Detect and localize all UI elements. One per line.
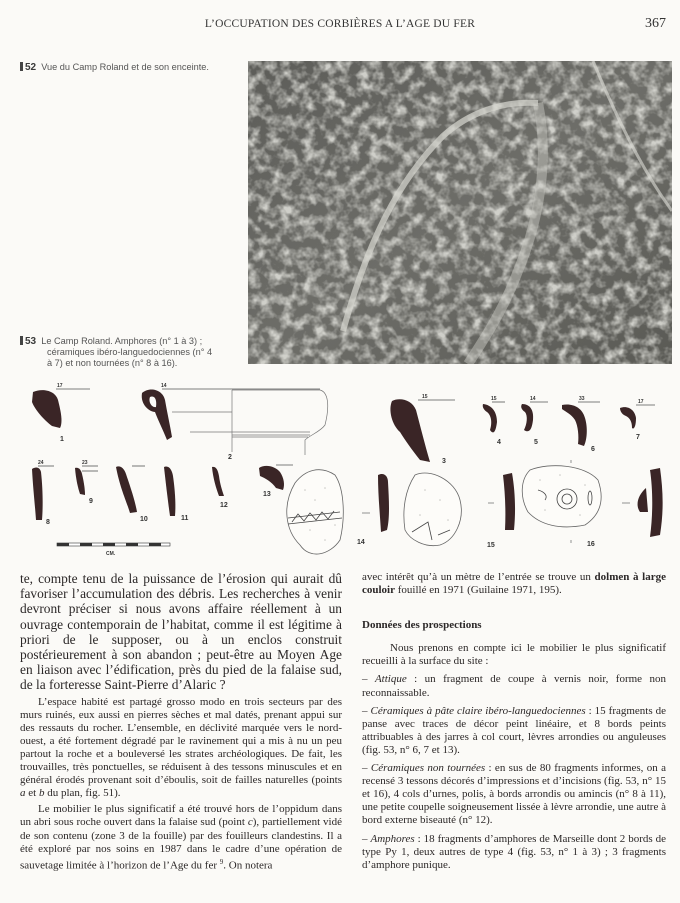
figure-53-caption xyxy=(20,336,245,369)
svg-text:23: 23 xyxy=(82,460,88,466)
paragraph: L’espace habité est partagé grosso modo en trois secteurs par des murs ruinés, eux aussi en pierres sèches et mal datés, prenant appui sur des ressauts du rocher. L’ensemble, en déclivité marquée vers le nord-ouest, a été fortement dégradé par le ravinement qui a mis à nu un peu partout la roche et a bouleversé les strates archéologiques. De fait, les trouvailles, très ponctuelles, se réduisent à des tessons minuscules et en général érodés provenant soit d’éboulis, soit de failles naturelles (points a et b du plan, fig. 51). xyxy=(20,695,342,800)
caption-text: Vue du Camp Roland et de son enceinte. xyxy=(41,62,209,72)
paragraph: Nous prenons en compte ici le mobilier le plus significatif recueilli à la surface du site : xyxy=(362,642,666,668)
caption-line-3: à 7) et non tournées (n° 8 à 16). xyxy=(47,358,178,368)
page-number: 367 xyxy=(645,16,666,31)
photo-texture xyxy=(248,61,672,364)
svg-text:6: 6 xyxy=(591,446,595,453)
svg-text:1: 1 xyxy=(60,436,64,443)
sherd-profiles xyxy=(0,378,680,563)
svg-text:15: 15 xyxy=(487,542,495,549)
figure-number: 52 xyxy=(25,62,37,73)
list-item: – Céramiques non tournées : en sus de 80 fragments informes, on a recensé 3 tessons décorés d’impressions et d’incisions (fig. 53, n° 15 et 16), 4 cols d’urnes, polis, à bords arrondis ou amincis (n° 8 à 11), une petite coupelle soigneusement lissée à lèvre arrondie, une autre à bord externe biseauté (n° 12). xyxy=(362,762,667,827)
paragraph: avec intérêt qu’à un mètre de l’entrée se trouve un dolmen à large couloir fouillé en 1971 (Guilaine 1971, 195). xyxy=(362,571,666,597)
svg-text:17: 17 xyxy=(638,399,644,405)
svg-text:17: 17 xyxy=(57,383,63,389)
footnote-ref: 9 xyxy=(219,857,224,866)
paragraph: te, compte tenu de la puissance de l’érosion qui aurait dû favoriser l’accumulation des débris. Les recherches à venir devront préciser si nous avons affaire réellement à un ouvrage contemporain de l’habitat, comme il est légitime à priori de le supposer, ou à un enclos construit postérieurement à son abandon ; peut-être au Moyen Age en liaison avec l’édification, près du pied de la falaise sud, de la forteresse Saint-Pierre d’Alaric ? xyxy=(20,571,342,693)
paragraph: Le mobilier le plus significatif a été trouvé hors de l’oppidum dans un abri sous roche ouvert dans la falaise sud (point c), partiellement vidé de son contenu (zone 3 de la fouille) par des fouilleurs clandestins. Il a été exploré par nos soins en 1987 dans le cadre d’une opération de sauvetage limitée à l’horizon de l’Age du fer $^9$. On notera xyxy=(20,803,342,872)
list-item: – Attique : un fragment de coupe à vernis noir, forme non reconnaissable. xyxy=(362,673,667,699)
section-heading: Données des prospections xyxy=(362,619,482,632)
svg-text:7: 7 xyxy=(636,434,640,441)
svg-text:14: 14 xyxy=(530,396,536,402)
svg-text:2: 2 xyxy=(228,454,232,461)
svg-text:12: 12 xyxy=(220,502,228,509)
right-text-column xyxy=(362,571,666,872)
pottery-drawings-figure xyxy=(0,378,680,563)
svg-text:10: 10 xyxy=(140,516,148,523)
svg-text:24: 24 xyxy=(38,460,44,466)
list-item: – Céramiques à pâte claire ibéro-languedociennes : 15 fragments de panse avec traces de décor peint linéaire, et 8 bords peints attribuables à des jarres à col court, lèvres arrondies ou anguleuses (fig. 53, n° 6, 7 et 13). xyxy=(362,704,666,756)
svg-text:15: 15 xyxy=(491,396,497,402)
svg-text:33: 33 xyxy=(579,396,585,402)
svg-text:11: 11 xyxy=(181,515,189,522)
running-title: L’OCCUPATION DES CORBIÈRES A L’AGE DU FER xyxy=(204,18,476,30)
svg-text:8: 8 xyxy=(46,519,50,526)
svg-text:14: 14 xyxy=(357,539,365,546)
svg-text:16: 16 xyxy=(587,541,595,548)
svg-text:13: 13 xyxy=(263,491,271,498)
caption-marker xyxy=(20,62,23,71)
svg-text:3: 3 xyxy=(442,458,446,465)
left-text-column xyxy=(20,571,342,873)
caption-marker xyxy=(20,336,23,345)
caption-line-1: Le Camp Roland. Amphores (n° 1 à 3) ; xyxy=(41,336,203,346)
figure-number: 53 xyxy=(25,336,37,347)
running-head xyxy=(0,16,680,32)
svg-text:9: 9 xyxy=(89,498,93,505)
scale-bar xyxy=(57,543,170,546)
list-item: – Amphores : 18 fragments d’amphores de Marseille dont 2 bords de type Py 1, deux autres de type 4 (fig. 53, n° 1 à 3) ; 3 fragments d’amphore punique. xyxy=(362,832,667,871)
svg-text:CM.: CM. xyxy=(106,551,116,557)
svg-text:4: 4 xyxy=(497,439,501,446)
figure-52-caption xyxy=(20,62,240,73)
svg-text:5: 5 xyxy=(534,439,538,446)
bold-term: dolmen à large couloir xyxy=(362,571,666,597)
svg-text:15: 15 xyxy=(422,394,428,400)
svg-text:14: 14 xyxy=(161,383,167,389)
aerial-photo-camp-roland xyxy=(248,61,672,364)
caption-line-2: céramiques ibéro-languedociennes (n° 4 xyxy=(47,347,213,357)
